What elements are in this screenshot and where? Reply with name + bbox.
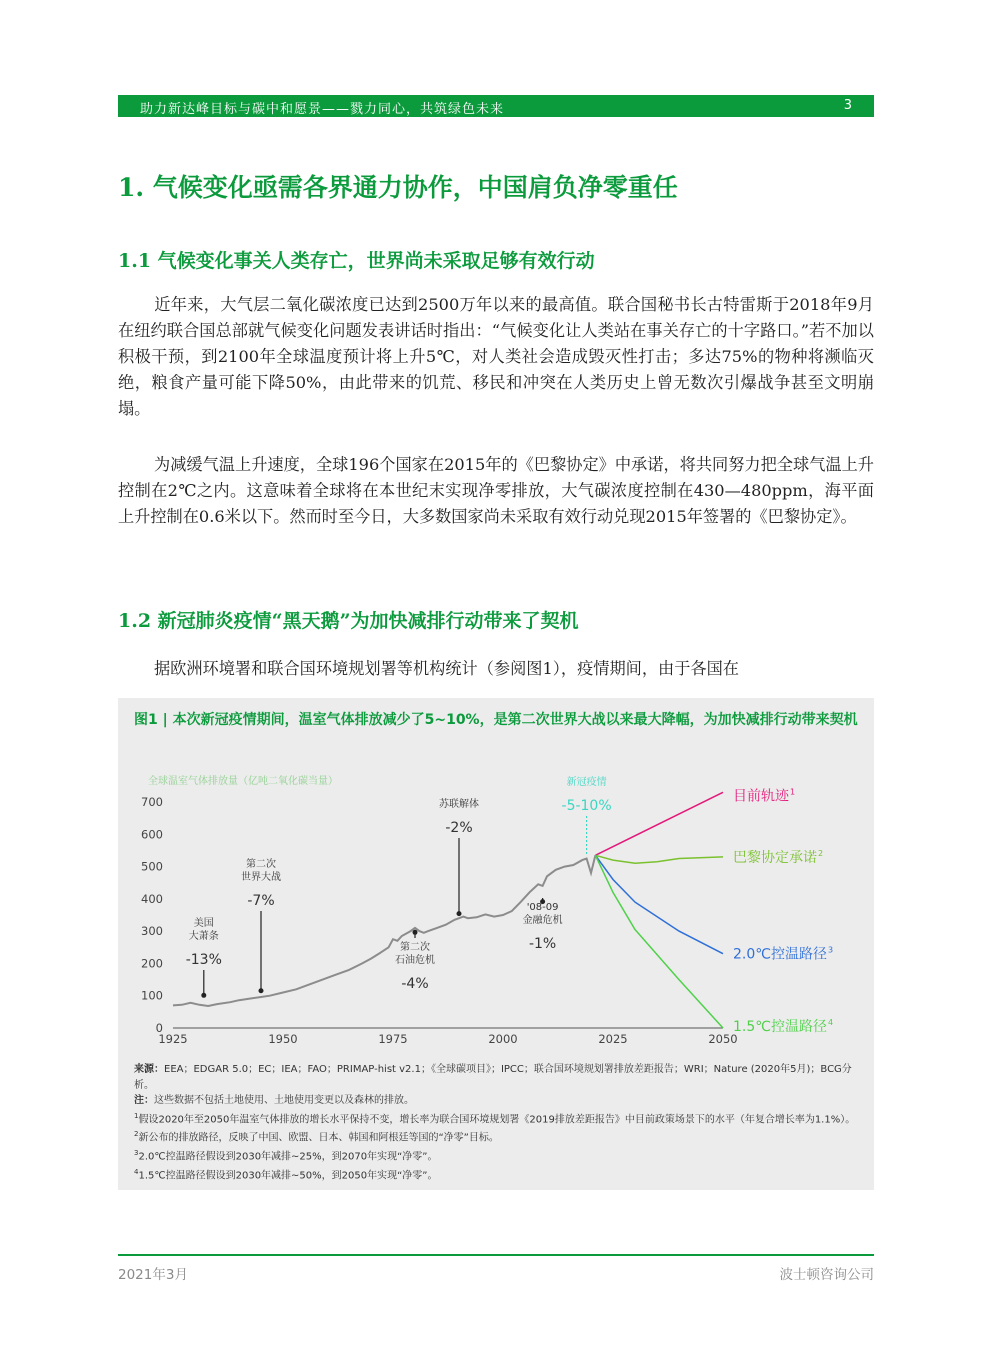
- y-axis-label: 全球温室气体排放量（亿吨二氧化碳当量）: [148, 776, 338, 787]
- legend-label-1: 目前轨迹: [733, 788, 789, 805]
- annotation-label: 石油危机: [395, 955, 435, 966]
- footnote-1: $^1$假设2020年至2050年温室气体排放的增长水平保持不变，增长率为联合国环境规划署《2019排放差距报告》中目前政策场景下的水平（年复合增长率为1.1%）。: [134, 1111, 856, 1125]
- annotation-dot: [259, 988, 264, 993]
- y-tick-label: 600: [141, 827, 163, 842]
- figure-notes: [134, 1062, 864, 1184]
- legend-label-4: 1.5℃控温路径: [733, 1019, 827, 1035]
- annotation-value: -2%: [445, 820, 473, 836]
- y-tick-label: 700: [141, 795, 163, 809]
- annotation-label: 第二次: [400, 942, 430, 953]
- x-tick-label: 2050: [708, 1032, 738, 1046]
- footer-company: 波士顿咨询公司: [779, 1267, 874, 1283]
- footer-date: 2021年3月: [118, 1267, 188, 1283]
- annotation-label: 大萧条: [188, 931, 219, 942]
- source-line: 来源：EEA；EDGAR 5.0；EC；IEA；FAO；PRIMAP-hist v2.1；《全球碳项目》；IPCC；联合国环境规划署排放差距报告；WRI；Nature (2020年5月)；BCG分析。: [134, 1064, 852, 1091]
- y-tick-label: 300: [141, 924, 163, 939]
- annotation-label: 美国: [193, 918, 214, 929]
- x-tick-label: 1925: [158, 1032, 188, 1046]
- legend-mark-1: 1: [790, 787, 796, 797]
- annotation-value: -1%: [528, 936, 557, 952]
- footnote-3: $^3$2.0℃控温路径假设到2030年减排~25%，到2070年实现“净零”。: [134, 1149, 438, 1163]
- note-line: 注：这些数据不包括土地使用、土地使用变更以及森林的排放。: [134, 1095, 414, 1106]
- y-tick-label: 200: [141, 956, 163, 971]
- footnote-4: $^4$1.5℃控温路径假设到2030年减排~50%，到2050年实现“净零”。: [134, 1167, 438, 1182]
- legend-label-3: 2.0℃控温路径: [733, 946, 827, 963]
- annotation-dot: [457, 911, 462, 916]
- footer-divider: [118, 1254, 874, 1256]
- annotation-label: 金融危机: [522, 915, 563, 926]
- x-tick-label: 2000: [488, 1032, 518, 1046]
- annotation-value: -4%: [401, 976, 429, 992]
- x-tick-label: 1950: [268, 1032, 298, 1046]
- series-line-3: [595, 855, 723, 953]
- section-1-2-title: 1.2 新冠肺炎疫情“黑天鹅”为加快减排行动带来了契机: [118, 610, 579, 632]
- x-tick-label: 1975: [378, 1032, 408, 1046]
- footnote-2: $^2$新公布的排放路径，反映了中国、欧盟、日本、韩国和阿根廷等国的“净零”目标。: [134, 1130, 499, 1144]
- annotation-label: 苏联解体: [439, 799, 479, 810]
- y-tick-label: 400: [141, 891, 163, 906]
- page-number: 3: [843, 98, 852, 113]
- annotation-label: '08-09: [526, 902, 559, 913]
- legend-label-2: 巴黎协定承诺: [733, 849, 817, 866]
- annotation-label: 第二次: [246, 859, 276, 870]
- y-tick-label: 100: [141, 988, 163, 1003]
- section-1-1-paragraph-1: 近年来，大气层二氧化碳浓度已达到2500万年以来的最高值。联合国秘书长古特雷斯于2018年9月在纽约联合国总部就气候变化问题发表讲话时指出：“气候变化让人类站在事关存亡的十字路口。”若不加以积极干预，到2100年全球温度预计将上升5℃，对人类社会造成毁灭性打击；多达75%的物种将濒临灭绝，粮食产量可能下降50%，由此带来的饥荒、移民和冲突在人类历史上曾无数次引爆战争甚至文明崩塌。: [118, 295, 874, 418]
- section-1-2-paragraph-1: 据欧洲环境署和联合国环境规划署等机构统计（参阅图1），疫情期间，由于各国在: [154, 659, 739, 678]
- legend-mark-4: 4: [828, 1018, 834, 1027]
- legend-mark-3: 3: [828, 945, 834, 955]
- section-1-title: 1. 气候变化亟需各界通力协作，中国肩负净零重任: [118, 173, 678, 202]
- annotation-value: -13%: [185, 952, 222, 968]
- y-tick-label: 500: [141, 859, 163, 874]
- annotation-label: 新冠疫情: [566, 777, 607, 788]
- x-tick-label: 2025: [598, 1032, 628, 1046]
- annotation-value: -5-10%: [561, 798, 612, 814]
- series-line-2: [595, 855, 723, 863]
- section-1-1-title: 1.1 气候变化事关人类存亡，世界尚未采取足够有效行动: [118, 250, 595, 272]
- legend-mark-2: 2: [818, 848, 824, 858]
- header-title: 助力新达峰目标与碳中和愿景——戮力同心，共筑绿色未来: [140, 102, 505, 117]
- figure-title: 图1 | 本次新冠疫情期间，温室气体排放减少了5~10%，是第二次世界大战以来最大降幅，为加快减排行动带来契机: [134, 712, 858, 728]
- page-header: [118, 95, 874, 117]
- figure-1: [118, 698, 874, 1190]
- series-line-1: [595, 792, 723, 855]
- section-1-1-paragraph-2: 为减缓气温上升速度，全球196个国家在2015年的《巴黎协定》中承诺，将共同努力把全球气温上升控制在2℃之内。这意味着全球将在本世纪末实现净零排放，大气碳浓度控制在430—480ppm，海平面上升控制在0.6米以下。然而时至今日，大多数国家尚未采取有效行动兑现2015年签署的《巴黎协定》。: [118, 455, 874, 526]
- annotation-value: -7%: [247, 893, 275, 909]
- series-line-0: [173, 855, 595, 1006]
- annotation-dot: [413, 930, 418, 935]
- annotation-label: 世界大战: [241, 872, 281, 883]
- annotation-dot: [201, 993, 206, 998]
- y-tick-label: 0: [155, 1021, 163, 1035]
